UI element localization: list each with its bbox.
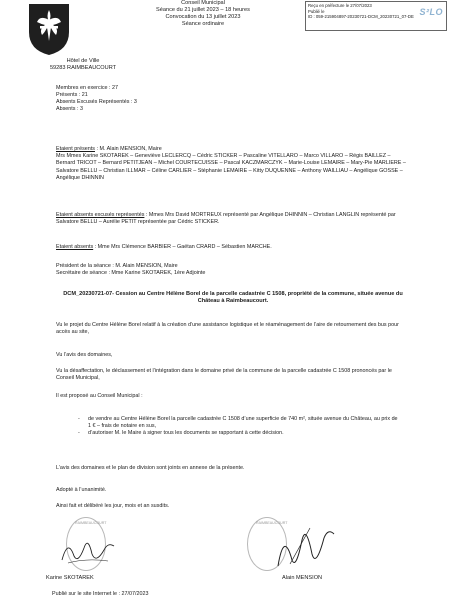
paragraph-proposal: Il est proposé au Conseil Municipal : bbox=[56, 393, 143, 399]
publication-footer: Publié sur le site Internet le : 27/07/2023 bbox=[52, 591, 149, 597]
deliberation-title: DCM_20230721-07- Cession au Centre Hélène Borel de la parcelle cadastrée C 1508, propriété de la commune, située avenue du Château à Raimbeaucourt. bbox=[63, 291, 403, 305]
list-item bbox=[78, 416, 398, 430]
present-count: Présents : 21 bbox=[56, 92, 88, 99]
session-officers bbox=[56, 263, 410, 277]
paragraph-declassification: Vu la désaffectation, le déclassement et l’intégration dans le domaine privé de la commune de la parcelle cadastrée C 1508 prononcés par le Conseil Municipal, bbox=[56, 368, 392, 382]
s2low-logo: S²LO bbox=[419, 7, 443, 17]
members-count: Membres en exercice : 27 bbox=[56, 85, 119, 91]
session-header bbox=[128, 0, 278, 28]
paragraph-adopted: Adopté à l’unanimité. bbox=[56, 487, 107, 493]
paragraph-annex: L’avis des domaines et le plan de division sont joints en annexe de la présente. bbox=[56, 465, 245, 471]
council-name: Conseil Municipal bbox=[181, 0, 225, 6]
receipt-date: Reçu en préfecture le 27/07/2023 bbox=[308, 3, 372, 8]
present-list: : M. Alain MENSION, Maire Mrs Mmes Karine SKOTAREK – Geneviève LECLERCQ – Cédric STICKER – Pascaline VITELLARO – Marco VILLARO – Régis BAILLEZ – Bernard TRICOT – Bernard PETITJEAN – Michel COURTECUISSE – Pascal KACZMARCZYK – Marie-Louise LEMAIRE – Mary-Pie MARLIERE – Salvatore BELLU – Christian ILLMAR – Céline CARLIER – Stéphanie LEMAIRE – Kitty DUQUENNE – Anthony WAILLIAU – Angélique GOSSE – Angélique DHINNIN bbox=[56, 146, 406, 181]
bullet-dash: - bbox=[78, 416, 80, 422]
session-secretary: Secrétaire de séance : Mme Karine SKOTAREK, 1ère Adjointe bbox=[56, 270, 206, 277]
mayor-name: Alain MENSION bbox=[282, 575, 323, 581]
absent-list: : Mme Mrs Clémence BARBIER – Gaëtan CRARD – Sébastien MARCHE. bbox=[93, 244, 272, 250]
bullet-dash: - bbox=[78, 430, 80, 437]
seal-text: RAIMBEAUCOURT bbox=[256, 521, 288, 525]
session-president: Président de la séance : M. Alain MENSION, Maire bbox=[56, 263, 178, 269]
paragraph-domains: Vu l’avis des domaines, bbox=[56, 352, 113, 358]
prefecture-receipt-stamp bbox=[305, 1, 447, 31]
convocation-date: Convocation du 13 juillet 2023 bbox=[165, 13, 241, 20]
mayor-signature bbox=[270, 520, 340, 572]
list-item-text: de vendre au Centre Hélène Borel la parcelle cadastrée C 1508 d’une superficie de 740 m², située avenue du Château, au prix de 1 € – frais de notaire en sus, bbox=[88, 416, 398, 430]
paragraph-project: Vu le projet du Centre Hélène Borel relatif à la création d’une assistance logistique et le réaménagement de l’aire de retournement des bus pour accès au site, bbox=[56, 322, 399, 336]
seal-text: RAIMBEAUCOURT bbox=[75, 521, 107, 525]
excused-count: Absents Excusés Représentés : 3 bbox=[56, 99, 137, 106]
absent-count: Absents : 3 bbox=[56, 106, 83, 113]
list-item bbox=[78, 430, 398, 437]
present-label: Etaient présents bbox=[56, 146, 95, 153]
absent-label: Etaient absents bbox=[56, 244, 94, 250]
list-item-text: d’autoriser M. le Maire à signer tous les documents se rapportant à cette décision. bbox=[88, 430, 284, 437]
town-postcode: 59283 RAIMBEAUCOURT bbox=[49, 64, 117, 71]
attendance-stats bbox=[56, 85, 410, 114]
secretary-signature bbox=[58, 530, 118, 570]
session-type: Séance ordinaire bbox=[181, 20, 225, 27]
excused-members bbox=[56, 212, 410, 226]
present-members bbox=[56, 139, 410, 182]
paragraph-closing: Ainsi fait et délibéré les jour, mois et an susdits. bbox=[56, 503, 170, 509]
excused-label: Etaient absents excusés représentés bbox=[56, 212, 145, 218]
decision-list bbox=[78, 416, 398, 437]
town-hall: Hôtel de Ville bbox=[66, 58, 100, 64]
publication-date: Publié le bbox=[308, 8, 325, 14]
secretary-name: Karine SKOTAREK bbox=[46, 575, 94, 581]
coat-of-arms-logo bbox=[27, 2, 71, 56]
absent-members bbox=[56, 244, 410, 251]
act-identifier: ID : 059-215904897-20230721-DCM_20230721_07-DE bbox=[308, 14, 414, 20]
excused-list: : Mmes Mrs David MORTREUX représenté par Angélique DHINNIN – Christian LANGLIN représenté par Salvatore BELLU – Aurélie PETIT représentée par Cédric STICKER. bbox=[56, 212, 396, 226]
session-date: Séance du 21 juillet 2023 – 18 heures bbox=[156, 6, 250, 13]
town-address bbox=[48, 58, 118, 72]
